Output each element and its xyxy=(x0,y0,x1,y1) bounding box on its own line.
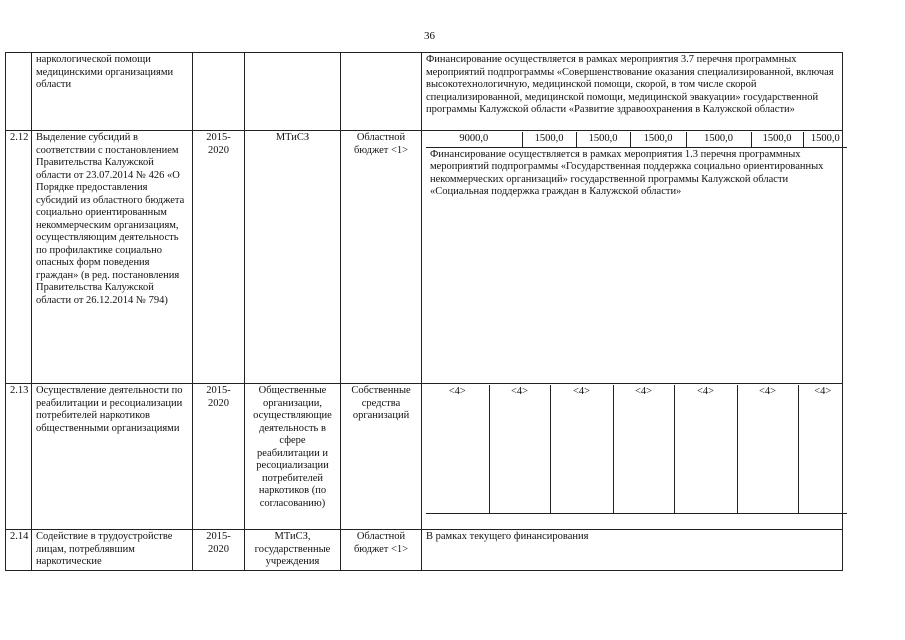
row-number xyxy=(6,53,32,131)
value-year: <4> xyxy=(737,385,798,514)
executor-cell xyxy=(245,53,341,131)
value-year: <4> xyxy=(550,385,613,514)
value-year: <4> xyxy=(674,385,737,514)
executor-cell: МТиСЗ, государственные учреждения xyxy=(245,530,341,571)
value-year: 1500,0 xyxy=(522,132,576,147)
program-measures-table xyxy=(5,52,843,571)
value-total: <4> xyxy=(426,385,489,514)
financing-note: Финансирование осуществляется в рамках мероприятия 3.7 перечня программных мероприятий подпрограммы «Совершенствование оказания специализированной, включая высокотехнологичную, медицинской помощи, скорой, в том числе скорой специализированной, медицинской помощи, медицинской эвакуации» государственной программы Калужской области «Развитие здравоохранения в Калужской области» xyxy=(422,53,843,131)
period-cell xyxy=(193,53,245,131)
source-cell xyxy=(341,53,422,131)
table-row xyxy=(6,530,843,571)
period-cell: 2015-2020 xyxy=(193,131,245,384)
financing-cell xyxy=(422,384,843,530)
source-cell: Областной бюджет <1> xyxy=(341,131,422,384)
executor-cell: Общественные организации, осуществляющие деятельность в сфере реабилитации и ресоциализации потребителей наркотиков (по согласованию) xyxy=(245,384,341,530)
financing-note: Финансирование осуществляется в рамках мероприятия 1.3 перечня программных мероприятий подпрограммы «Государственная поддержка социально ориентированных некоммерческих организаций» государственной программы Калужской области «Социальная поддержка граждан в Калужской области» xyxy=(430,148,824,197)
source-cell: Областной бюджет <1> xyxy=(341,530,422,571)
table-row xyxy=(6,384,843,530)
table-row xyxy=(6,131,843,384)
value-year: <4> xyxy=(613,385,674,514)
financing-cell xyxy=(422,131,843,384)
measure-name: Содействие в трудоустройстве лицам, потреблявшим наркотические xyxy=(32,530,193,571)
executor-cell: МТиСЗ xyxy=(245,131,341,384)
value-year: 1500,0 xyxy=(576,132,630,147)
period-cell: 2015-2020 xyxy=(193,530,245,571)
measure-name: Выделение субсидий в соответствии с постановлением Правительства Калужской области от 23.07.2014 № 426 «О Порядке предоставления субсидий из областного бюджета социально ориентированным некоммерческим организациям, осуществляющим деятельность по профилактике социально опасных форм поведения граждан» (в ред. постановления Правительства Калужской области от 26.12.2014 № 794) xyxy=(32,131,193,384)
row-number: 2.13 xyxy=(6,384,32,530)
table-row xyxy=(6,53,843,131)
value-year: 1500,0 xyxy=(751,132,803,147)
page-number: 36 xyxy=(424,30,435,42)
funding-values xyxy=(426,385,847,514)
row-number: 2.14 xyxy=(6,530,32,571)
value-year: <4> xyxy=(489,385,550,514)
funding-values xyxy=(426,132,847,148)
source-cell: Собственные средства организаций xyxy=(341,384,422,530)
measure-name: Осуществление деятельности по реабилитации и ресоциализации потребителей наркотиков общественными организациями xyxy=(32,384,193,530)
period-cell: 2015-2020 xyxy=(193,384,245,530)
row-number: 2.12 xyxy=(6,131,32,384)
financing-note: В рамках текущего финансирования xyxy=(422,530,843,571)
value-year: 1500,0 xyxy=(630,132,686,147)
value-total: 9000,0 xyxy=(426,132,522,147)
value-year: 1500,0 xyxy=(803,132,847,147)
measure-name: наркологической помощи медицинскими организациями области xyxy=(32,53,193,131)
value-year: 1500,0 xyxy=(686,132,751,147)
value-year: <4> xyxy=(798,385,847,514)
